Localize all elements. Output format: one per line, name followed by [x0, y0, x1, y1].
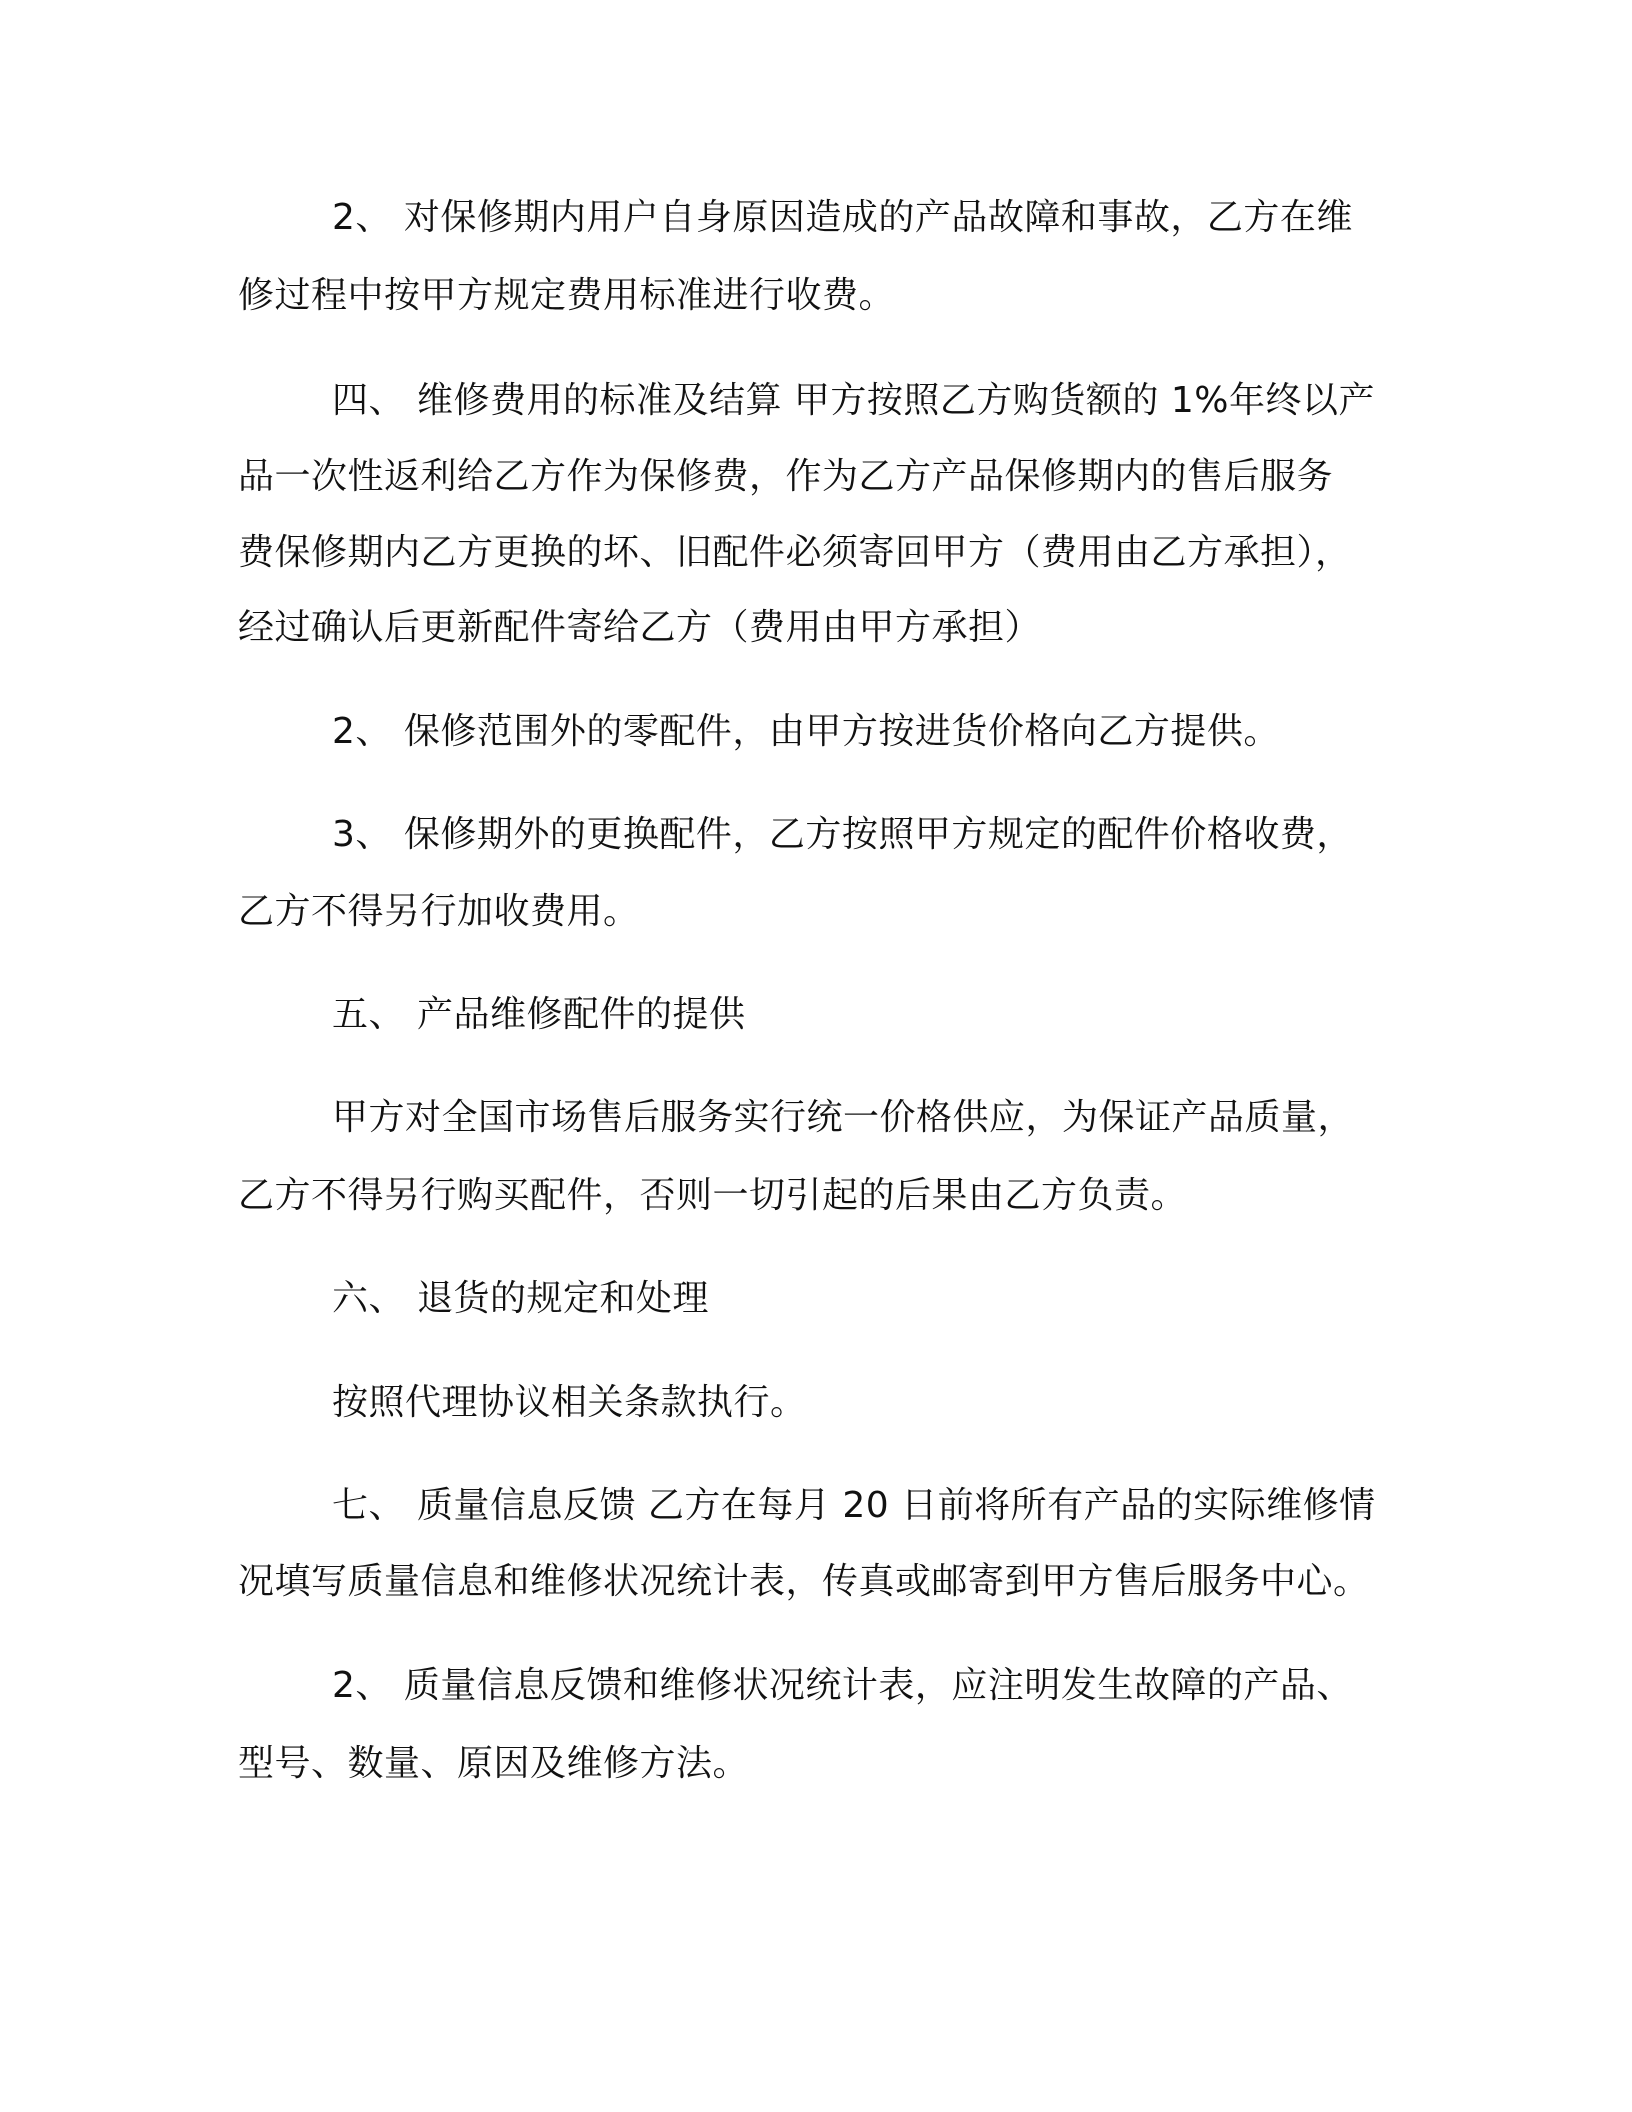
text-line: 2、 保修范围外的零配件，由甲方按进货价格向乙方提供。 — [332, 711, 1280, 752]
text-line: 2、 对保修期内用户自身原因造成的产品故障和事故，乙方在维 — [332, 197, 1353, 238]
text-line: 乙方不得另行加收费用。 — [238, 891, 640, 932]
text-line: 修过程中按甲方规定费用标准进行收费。 — [238, 275, 896, 316]
text-line: 品一次性返利给乙方作为保修费，作为乙方产品保修期内的售后服务 — [238, 456, 1334, 497]
text-line: 型号、数量、原因及维修方法。 — [238, 1743, 750, 1784]
text-line: 经过确认后更新配件寄给乙方（费用由甲方承担） — [238, 607, 1042, 648]
text-line: 四、 维修费用的标准及结算 甲方按照乙方购货额的 1%年终以产 — [332, 380, 1375, 421]
text-line: 2、 质量信息反馈和维修状况统计表，应注明发生故障的产品、 — [332, 1665, 1353, 1706]
section-heading: 六、 退货的规定和处理 — [332, 1278, 709, 1319]
text-line: 乙方不得另行购买配件，否则一切引起的后果由乙方负责。 — [238, 1175, 1188, 1216]
text-line: 甲方对全国市场售后服务实行统一价格供应，为保证产品质量， — [332, 1097, 1355, 1138]
text-line: 况填写质量信息和维修状况统计表，传真或邮寄到甲方售后服务中心。 — [238, 1561, 1370, 1602]
section-heading: 五、 产品维修配件的提供 — [332, 994, 746, 1035]
text-line: 3、 保修期外的更换配件，乙方按照甲方规定的配件价格收费， — [332, 814, 1353, 855]
text-line: 费保修期内乙方更换的坏、旧配件必须寄回甲方（费用由乙方承担）， — [238, 532, 1352, 573]
text-line: 七、 质量信息反馈 乙方在每月 20 日前将所有产品的实际维修情 — [332, 1485, 1376, 1526]
text-line: 按照代理协议相关条款执行。 — [332, 1382, 807, 1423]
